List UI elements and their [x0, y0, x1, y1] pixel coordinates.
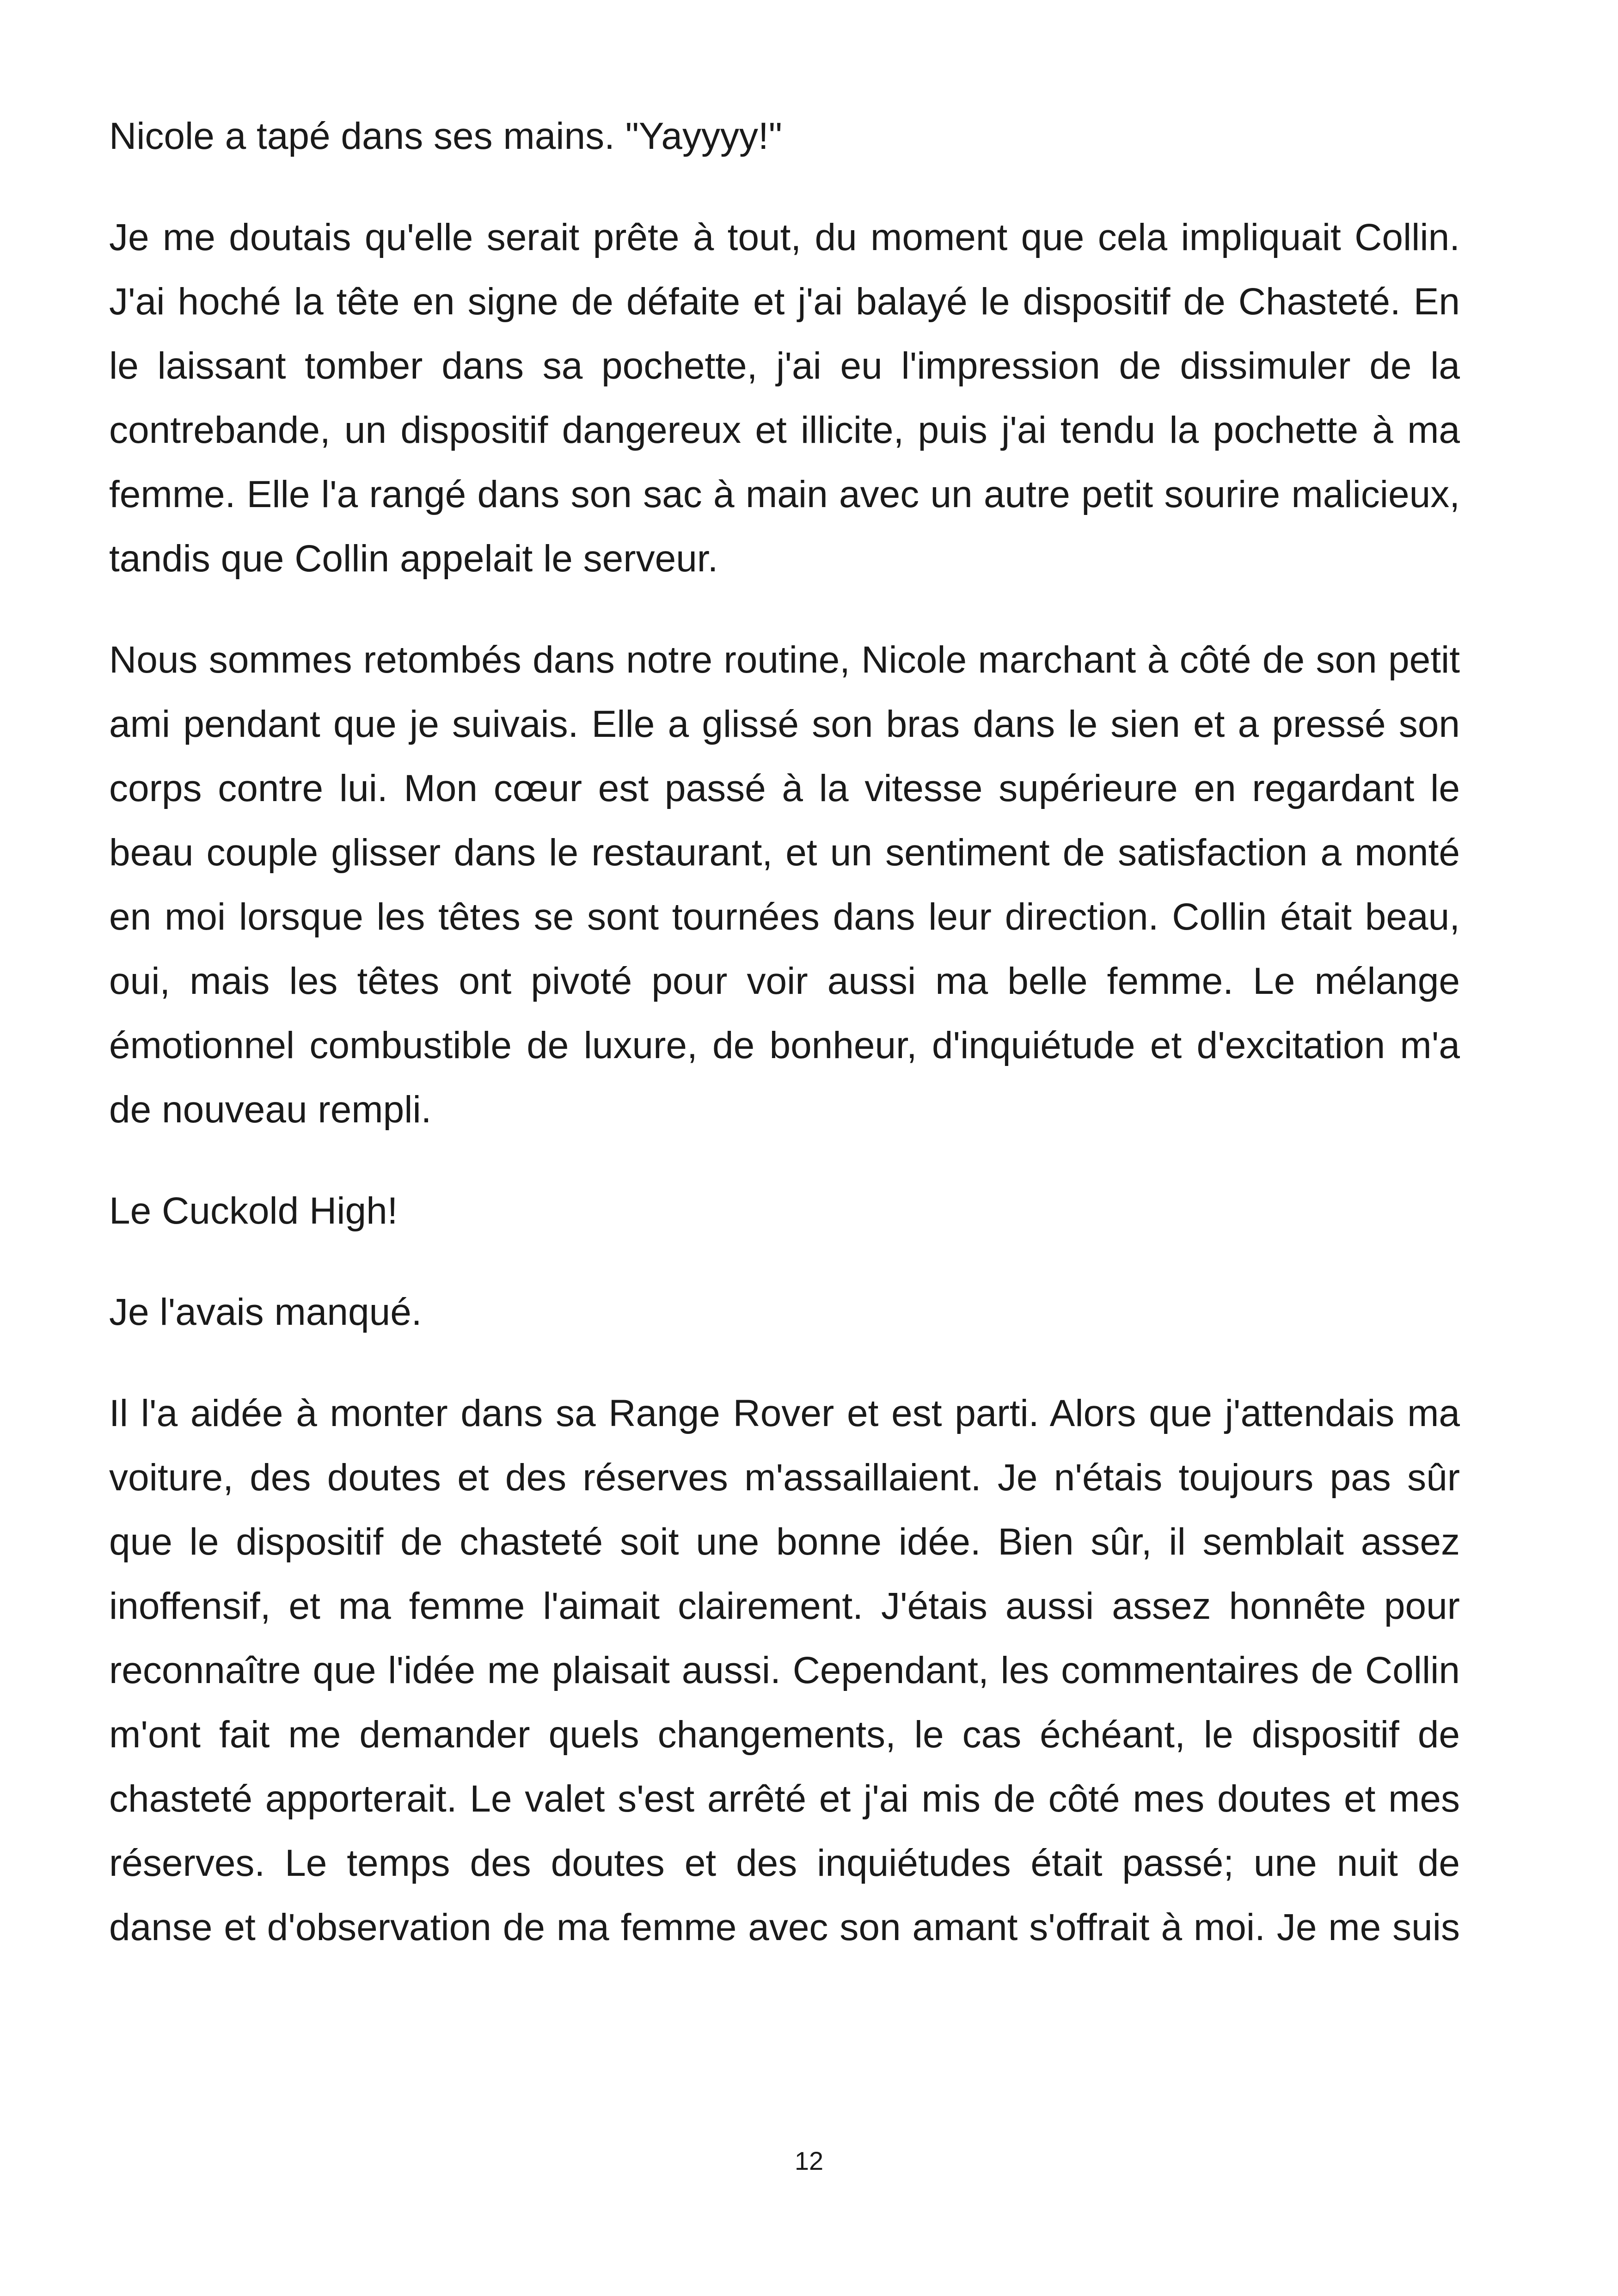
paragraph: Je l'avais manqué.: [109, 1291, 422, 1333]
paragraph: Nicole a tapé dans ses mains. "Yayyyy!": [109, 115, 782, 157]
page-number: 12: [794, 2146, 824, 2175]
paragraph: Je me doutais qu'elle serait prête à tout, du moment que cela impliquait Collin. J'ai hoché la tête en signe de défaite et j'ai balayé le dispositif de Chasteté. En le laissant tomber dans sa pochette, j'ai eu l'impression de dissimuler de la contrebande, un dispositif dangereux et illicite, puis j'ai tendu la pochette à ma femme. Elle l'a rangé dans son sac à main avec un autre petit sourire malicieux, tandis que Collin appelait le serveur.: [109, 216, 1460, 580]
paragraph: Le Cuckold High!: [109, 1190, 398, 1232]
page-body: [109, 104, 1460, 1959]
paragraph: Il l'a aidée à monter dans sa Range Rover et est parti. Alors que j'attendais ma voiture, des doutes et des réserves m'assaillaient. Je n'étais toujours pas sûr que le dispositif de chasteté soit une bonne idée. Bien sûr, il semblait assez inoffensif, et ma femme l'aimait clairement. J'étais aussi assez honnête pour reconnaître que l'idée me plaisait aussi. Cependant, les commentaires de Collin m'ont fait me demander quels changements, le cas échéant, le dispositif de chasteté apporterait. Le valet s'est arrêté et j'ai mis de côté mes doutes et mes réserves. Le temps des doutes et des inquiétudes était passé; une nuit de danse et d'observation de ma femme avec son amant s'offrait à moi. Je me suis: [109, 1392, 1460, 1948]
paragraph: Nous sommes retombés dans notre routine, Nicole marchant à côté de son petit ami pendant que je suivais. Elle a glissé son bras dans le sien et a pressé son corps contre lui. Mon cœur est passé à la vitesse supérieure en regardant le beau couple glisser dans le restaurant, et un sentiment de satisfaction a monté en moi lorsque les têtes se sont tournées dans leur direction. Collin était beau, oui, mais les têtes ont pivoté pour voir aussi ma belle femme. Le mélange émotionnel combustible de luxure, de bonheur, d'inquiétude et d'excitation m'a de nouveau rempli.: [109, 639, 1460, 1131]
